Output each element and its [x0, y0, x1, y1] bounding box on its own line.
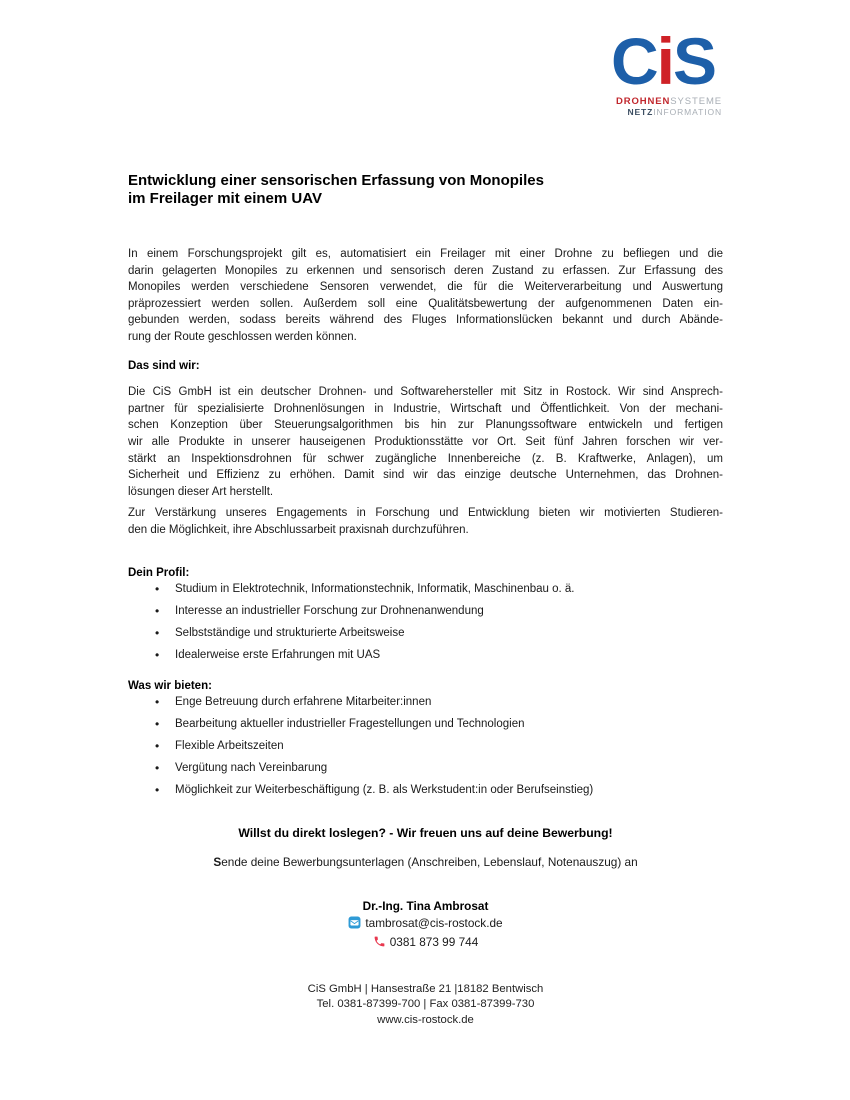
paragraph-line: schen Konzeption über Steuerungsalgorithmen bis hin zur Planungssoftware entwickeln und fertigen — [128, 419, 723, 432]
paragraph-line: Zur Verstärkung unseres Engagements in Forschung und Entwicklung bieten wir motivierten Studieren- — [128, 507, 723, 520]
about-paragraph — [128, 384, 723, 500]
paragraph-line: präprozessiert werden sollen. Außerdem soll eine Qualitätsbewertung der aufgenommenen Daten ein- — [128, 297, 723, 310]
footer-website[interactable]: www.cis-rostock.de — [377, 1013, 474, 1026]
paragraph-line: Sicherheit und Effizienz zu erhöhen. Damit sind wir das einzige deutsche Unternehmen, das Drohnen- — [128, 469, 723, 482]
list-item — [128, 581, 723, 598]
bullet-icon: • — [155, 626, 160, 641]
intro-paragraph — [128, 246, 723, 346]
paragraph-line: rung der Route geschlossen werden können. — [128, 330, 357, 343]
bullet-icon: • — [155, 582, 160, 597]
list-item-label: Flexible Arbeitszeiten — [175, 740, 284, 753]
send-instruction — [128, 854, 723, 871]
tagline-systeme: SYSTEME — [670, 96, 722, 107]
tagline-information: INFORMATION — [653, 107, 722, 117]
logo-letter-s: S — [672, 24, 716, 98]
contact-email[interactable]: tambrosat@cis-rostock.de — [365, 915, 503, 930]
page-footer — [128, 982, 723, 1029]
send-instruction-rest: ende deine Bewerbungsunterlagen (Anschreiben, Lebenslauf, Notenauszug) an — [221, 855, 638, 870]
list-item — [128, 760, 723, 777]
title-line1: Entwicklung einer sensorischen Erfassung von Monopiles — [128, 172, 544, 189]
envelope-icon — [348, 916, 361, 934]
list-item-label: Studium in Elektrotechnik, Informationstechnik, Informatik, Maschinenbau o. ä. — [175, 583, 575, 596]
footer-address: CiS GmbH | Hansestraße 21 |18182 Bentwisch — [307, 982, 544, 995]
paragraph-line: In einem Forschungsprojekt gilt es, automatisiert ein Freilager mit einer Drohne zu befliegen und die — [128, 248, 723, 260]
logo-letter-i: i — [656, 24, 673, 98]
list-item — [128, 603, 723, 620]
page-title — [128, 172, 723, 208]
paragraph-line: darin gelagerten Monopiles zu erkennen und sensorisch deren Zustand zu erfassen. Zur Erfassung des — [128, 264, 723, 277]
contact-phone: 0381 873 99 744 — [389, 934, 479, 949]
paragraph-line: wir alle Produkte in unserer hauseigenen Produktionsstätte vor Ort. Seit fünf Jahren forschen wir ver- — [128, 435, 723, 448]
section-heading-offer: Was wir bieten: — [128, 679, 212, 692]
bullet-icon: • — [155, 783, 160, 798]
bullet-icon: • — [155, 695, 160, 710]
offer-list — [128, 694, 723, 799]
paragraph-line: den die Möglichkeit, ihre Abschlussarbeit praxisnah durchzuführen. — [128, 523, 469, 536]
list-item-label: Idealerweise erste Erfahrungen mit UAS — [175, 649, 381, 662]
about-paragraph-2 — [128, 505, 723, 538]
contact-email-line — [128, 915, 723, 934]
paragraph-line: lösungen dieser Art herstellt. — [128, 485, 274, 498]
paragraph-line: partner für spezialisierte Drohnenlösungen in Industrie, Wirtschaft und Öffentlichkeit. Von der mechani- — [128, 402, 723, 415]
list-item-label: Interesse an industrieller Forschung zur Drohnenanwendung — [175, 605, 484, 618]
profile-list — [128, 581, 723, 664]
list-item-label: Enge Betreuung durch erfahrene Mitarbeiter:innen — [175, 696, 432, 709]
bullet-icon: • — [155, 648, 160, 663]
list-item — [128, 782, 723, 799]
cta-headline: Willst du direkt loslegen? - Wir freuen uns auf deine Bewerbung! — [238, 825, 613, 840]
title-line2: im Freilager mit einem UAV — [128, 190, 322, 207]
logo-letter-c: C — [610, 24, 657, 98]
bullet-icon: • — [155, 604, 160, 619]
bullet-icon: • — [155, 761, 160, 776]
contact-phone-line — [128, 934, 723, 953]
list-item-label: Möglichkeit zur Weiterbeschäftigung (z. B. als Werkstudent:in oder Berufseinstieg) — [175, 784, 594, 797]
paragraph-line: stärkt an Inspektionsdrohnen für schwer zugängliche Innenbereiche (z. B. Kraftwerke, Anlagen), um — [128, 452, 723, 465]
paragraph-line: Monopiles werden verschiedene Sensoren verwendet, die für die Weiterverarbeitung und Auswertung — [128, 281, 723, 294]
footer-phone-fax: Tel. 0381-87399-700 | Fax 0381-87399-730 — [316, 998, 535, 1011]
list-item-label: Bearbeitung aktueller industrieller Fragestellungen und Technologien — [175, 718, 525, 731]
list-item — [128, 716, 723, 733]
tagline-netz: NETZ — [627, 107, 654, 117]
send-instruction-lead: S — [213, 855, 222, 870]
list-item-label: Selbstständige und strukturierte Arbeitsweise — [175, 627, 405, 640]
list-item — [128, 625, 723, 642]
bullet-icon: • — [155, 739, 160, 754]
section-heading-about: Das sind wir: — [128, 359, 200, 372]
tagline-drohnen: DROHNEN — [615, 96, 671, 107]
bullet-icon: • — [155, 717, 160, 732]
list-item — [128, 694, 723, 711]
list-item — [128, 647, 723, 664]
phone-receiver-icon — [373, 935, 386, 953]
paragraph-line: Die CiS GmbH ist ein deutscher Drohnen- und Softwarehersteller mit Sitz in Rostock. Wir sind Ansprech- — [128, 386, 723, 399]
paragraph-line: gebunden werden, sodass bereits während des Fluges Informationslücken bekannt und durch Abände- — [128, 314, 723, 327]
list-item — [128, 738, 723, 755]
section-heading-profile: Dein Profil: — [128, 566, 190, 579]
list-item-label: Vergütung nach Vereinbarung — [175, 762, 328, 775]
document-content — [128, 0, 723, 1028]
contact-name: Dr.-Ing. Tina Ambrosat — [362, 898, 489, 913]
